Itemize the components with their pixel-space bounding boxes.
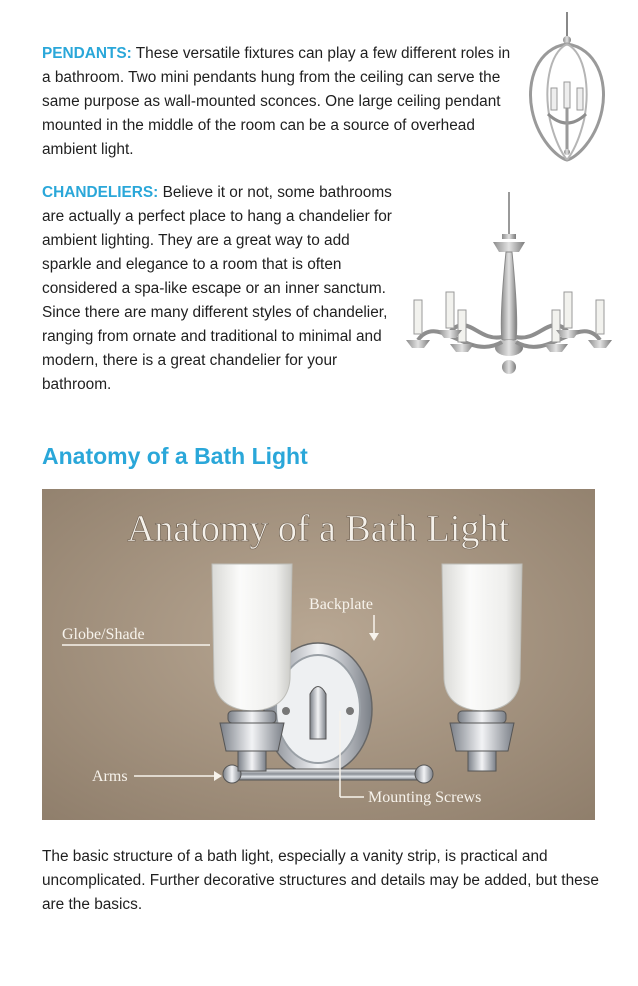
anatomy-heading: Anatomy of a Bath Light xyxy=(42,443,308,469)
diagram-title: Anatomy of a Bath Light xyxy=(126,508,510,550)
basic-structure-paragraph: The basic structure of a bath light, especially a vanity strip, is practical and uncomplicated. Further decorative structures and details may be added, but these are the basics. xyxy=(42,848,599,913)
chandeliers-keyword: CHANDELIERS: xyxy=(42,184,159,201)
pendants-keyword: PENDANTS: xyxy=(42,45,132,62)
label-backplate: Backplate xyxy=(309,596,373,613)
bath-light-diagram xyxy=(42,489,595,820)
label-globe-shade: Globe/Shade xyxy=(62,626,145,643)
pendants-text: These versatile fixtures can play a few different roles in a bathroom. Two mini pendants hung from the ceiling can serve the same purpose as wall-mounted sconces. One large ceiling pendant mounted in the middle of the room can be a source of overhead ambient light. xyxy=(42,45,511,158)
label-arms: Arms xyxy=(92,768,128,785)
pendants-paragraph xyxy=(42,42,512,162)
label-mounting-screws: Mounting Screws xyxy=(368,789,482,806)
chandeliers-text: Believe it or not, some bathrooms are actually a perfect place to hang a chandelier for ambient lighting. They are a great way to add sparkle and elegance to a room that is often considered a spa-like escape or an inner sanctum. Since there are many different styles of chandelier, ranging from ornate and traditional to minimal and modern, there is a great chandelier for your bathroom. xyxy=(42,184,392,393)
chandeliers-paragraph xyxy=(42,181,394,397)
chandelier-image xyxy=(398,192,620,390)
pendant-fixture-image xyxy=(518,10,616,162)
